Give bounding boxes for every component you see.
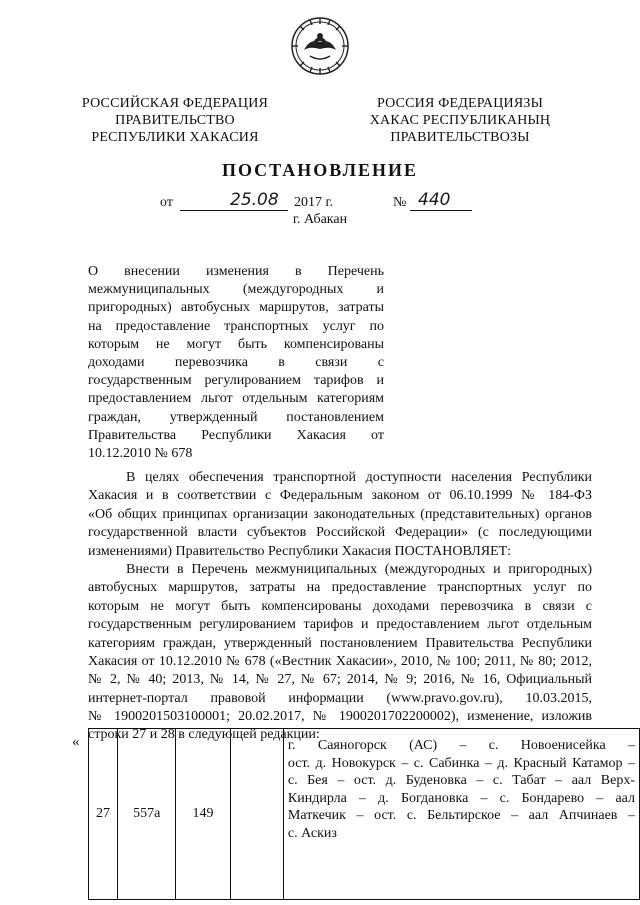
header-left-line-2: ПРАВИТЕЛЬСТВО — [115, 113, 235, 128]
paragraph-2-line: интернет-портал правовой информации (www.pravo.gov.ru), 10.03.2015, — [88, 690, 592, 706]
subject-line: на предоставление транспортных услуг по — [88, 318, 384, 334]
route-description-cell — [283, 729, 639, 900]
paragraph-2-line: категориям граждан, утвержденный постановлением Правительства Республики — [88, 635, 592, 651]
subject-line: государственным регулированием тарифов и — [88, 373, 384, 389]
subject-block — [88, 263, 384, 463]
header-right-line-3: ПРАВИТЕЛЬСТВОЗЫ — [390, 130, 530, 145]
subject-line: 10.12.2010 № 678 — [88, 445, 193, 461]
header-right-line-2: ХАКАС РЕСПУБЛИКАНЫҢ — [369, 113, 551, 128]
number-handwritten: 440 — [418, 190, 451, 210]
table-row — [89, 729, 640, 900]
paragraph-2-line: № 2, № 40; 2013, № 14, № 27, № 67; 2014, № 9; 2016, № 16, Официальный — [88, 672, 592, 688]
header-left-block — [60, 95, 290, 146]
route-description-line: с. Аскиз — [287, 825, 337, 841]
header-right-block — [345, 95, 575, 146]
route-number-cell: 557а — [117, 729, 176, 900]
subject-line: доходами перевозчика в связи с — [88, 354, 384, 370]
paragraph-2-line: государственным регулированием тарифов и предоставлением льгот отдельным — [88, 617, 592, 633]
subject-line: граждан, утвержденный постановлением — [88, 409, 384, 425]
paragraph-2-line: автобусных маршрутов, затраты на предоставление транспортных услуг по — [88, 580, 592, 596]
coat-of-arms-emblem — [290, 16, 350, 76]
number-label: № — [393, 195, 407, 210]
empty-cell — [230, 729, 283, 900]
year-label: 2017 г. — [294, 195, 334, 210]
subject-line: Правительства Республики Хакасия от — [88, 427, 384, 443]
paragraph-2-line: № 1900201503100001; 20.02.2017, № 1900201702200002), изменение, изложив — [88, 709, 592, 725]
date-from-label: от — [160, 195, 173, 210]
route-description-line: с. Бея – ост. д. Буденовка – с. Табат – аал Верх- — [287, 773, 635, 788]
subject-line: О внесении изменения в Перечень — [88, 264, 384, 279]
subject-line: пригородных) автобусных маршрутов, затраты — [88, 300, 384, 316]
paragraph-1-line: государственной власти субъектов Российской Федерации» (с последующими — [88, 525, 592, 541]
route-description-line: Маткечик – ост. с. Бельтирское – аал Апчинаев – — [287, 808, 635, 823]
body-text — [88, 469, 592, 745]
opening-quote-mark: « — [72, 734, 80, 750]
paragraph-2-line: Внести в Перечень межмуниципальных (междугородных и пригородных) — [126, 561, 592, 577]
paragraph-1-line: изменениями) Правительство Республики Хакасия ПОСТАНОВЛЯЕТ: — [88, 543, 512, 559]
route-description-line: Киндирла – д. Богдановка – с. Бондарево – аал — [287, 790, 635, 806]
subject-line: предоставлением льгот отдельным категориям — [88, 391, 384, 407]
paragraph-2-line: которым не могут быть компенсированы доходами перевозчика в связи с — [88, 598, 592, 614]
subject-line: которым не могут быть компенсированы — [88, 336, 384, 352]
city-label: г. Абакан — [292, 212, 348, 227]
paragraph-2-line: строки 27 и 28 в следующей редакции: — [88, 727, 320, 743]
route-code-cell: 149 — [176, 729, 230, 900]
header-right-line-1: РОССИЯ ФЕДЕРАЦИЯЗЫ — [376, 96, 544, 111]
document-title: ПОСТАНОВЛЕНИЕ — [221, 160, 419, 180]
subject-line: межмуниципальных (междугородных и — [88, 282, 384, 298]
header-left-line-1: РОССИЙСКАЯ ФЕДЕРАЦИЯ — [81, 96, 269, 111]
paragraph-1-line: «Об общих принципах организации законодательных (представительных) органов — [88, 506, 592, 522]
route-description-line: ост. д. Новокурск – с. Сабинка – д. Красный Катамор – — [287, 755, 635, 771]
date-number-line — [160, 192, 480, 214]
row-number-cell: 27 — [89, 729, 118, 900]
route-description-line: г. Саяногорск (АС) – с. Новоенисейка – — [287, 738, 635, 753]
date-handwritten: 25.08 — [230, 190, 279, 210]
paragraph-2-line: Хакасия от 10.12.2010 № 678 («Вестник Хакасии», 2010, № 100; 2011, № 80; 2012, — [88, 653, 592, 669]
paragraph-1-line: В целях обеспечения транспортной доступности населения Республики — [126, 470, 592, 485]
header-left-line-3: РЕСПУБЛИКИ ХАКАСИЯ — [91, 130, 259, 145]
paragraph-1-line: Хакасия и в соответствии с Федеральным законом от 06.10.1999 № 184-ФЗ — [88, 488, 592, 504]
routes-table — [88, 728, 640, 900]
